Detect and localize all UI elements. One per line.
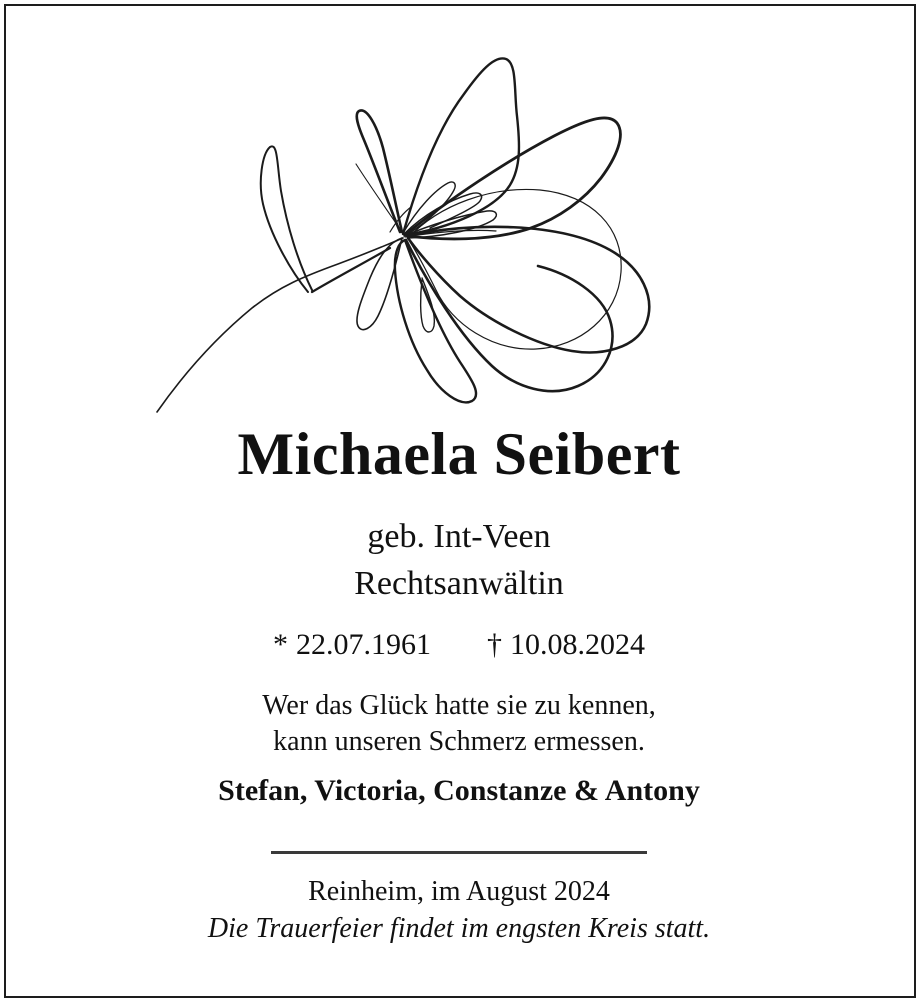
- horizontal-divider: [271, 851, 647, 854]
- death-cross-symbol: †: [487, 628, 502, 661]
- verse-line-1: Wer das Glück hatte sie zu kennen,: [262, 690, 656, 721]
- profession: Rechtsanwältin: [354, 565, 564, 602]
- birth-date: 22.07.1961: [296, 628, 431, 661]
- death-date: 10.08.2024: [510, 628, 645, 661]
- flower-line-art-illustration: [140, 36, 670, 421]
- maiden-name: geb. Int-Veen: [367, 518, 551, 555]
- place-and-date: Reinheim, im August 2024: [308, 876, 610, 907]
- mourners-names: Stefan, Victoria, Constanze & Antony: [218, 774, 700, 807]
- death-date-group: [487, 628, 645, 661]
- verse-line-2: kann unseren Schmerz ermessen.: [273, 726, 645, 757]
- life-dates: [0, 628, 918, 662]
- birth-star-symbol: *: [273, 628, 288, 661]
- funeral-note: Die Trauerfeier findet im engsten Kreis statt.: [207, 913, 711, 944]
- deceased-name: Michaela Seibert: [237, 421, 681, 487]
- birth-date-group: [273, 628, 431, 661]
